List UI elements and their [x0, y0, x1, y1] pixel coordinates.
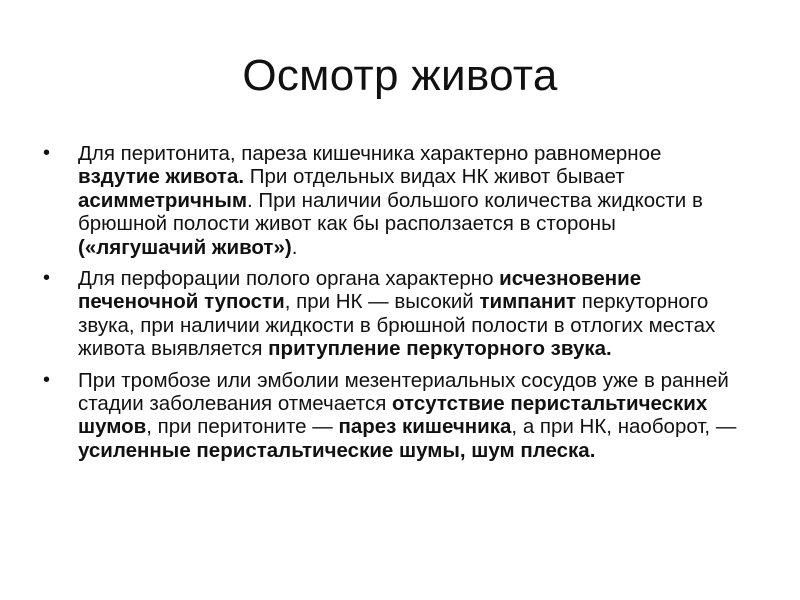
- text-segment: Для перитонита, пареза кишечника характерно равномерное: [78, 142, 662, 165]
- text-segment: Для перфорации полого органа характерно: [78, 267, 500, 291]
- bold-text-segment: («лягушачий живот»): [78, 235, 292, 259]
- bold-text-segment: тимпанит: [479, 290, 577, 314]
- text-segment: При отдельных видах НК живот бывает: [244, 165, 625, 189]
- text-segment: .: [291, 235, 298, 259]
- bullet-dot-icon: •: [43, 142, 51, 164]
- bullet-text: [78, 267, 715, 360]
- text-segment: . При наличии большого количества жидкости в брюшной полости живот как бы расползается в стороны: [78, 188, 703, 236]
- text-segment: перкуторного звука, при наличии жидкости в брюшной полости в отлогих местах живота выявляется: [78, 290, 716, 361]
- bullet-dot-icon: •: [43, 368, 51, 391]
- bold-text-segment: асимметричным: [78, 188, 247, 212]
- bold-text-segment: притупление перкуторного звука.: [268, 337, 612, 361]
- bold-text-segment: исчезновение печеночной тупости: [78, 267, 642, 314]
- bullet-dot-icon: •: [43, 267, 51, 290]
- slide-title: Осмотр живота: [242, 51, 558, 100]
- text-segment: , а при НК, наоборот, —: [511, 415, 737, 439]
- bold-text-segment: парез кишечника: [338, 415, 512, 439]
- bullet-item: [40, 369, 745, 463]
- bullet-item: [40, 142, 745, 259]
- bold-text-segment: отсутствие перистальтических шумов: [78, 392, 708, 439]
- bold-text-segment: вздутие живота.: [78, 165, 245, 189]
- bold-text-segment: усиленные перистальтические шумы, шум плеска.: [78, 438, 596, 462]
- text-segment: При тромбозе или эмболии мезентериальных сосудов уже в ранней стадии заболевания отмечается: [78, 368, 729, 416]
- bullet-text: [78, 369, 736, 462]
- text-segment: , при перитоните —: [146, 415, 339, 439]
- text-segment: , при НК — высокий: [284, 290, 480, 314]
- bullet-text: [78, 142, 703, 259]
- bullet-item: [40, 267, 745, 361]
- bullet-list: [40, 142, 745, 470]
